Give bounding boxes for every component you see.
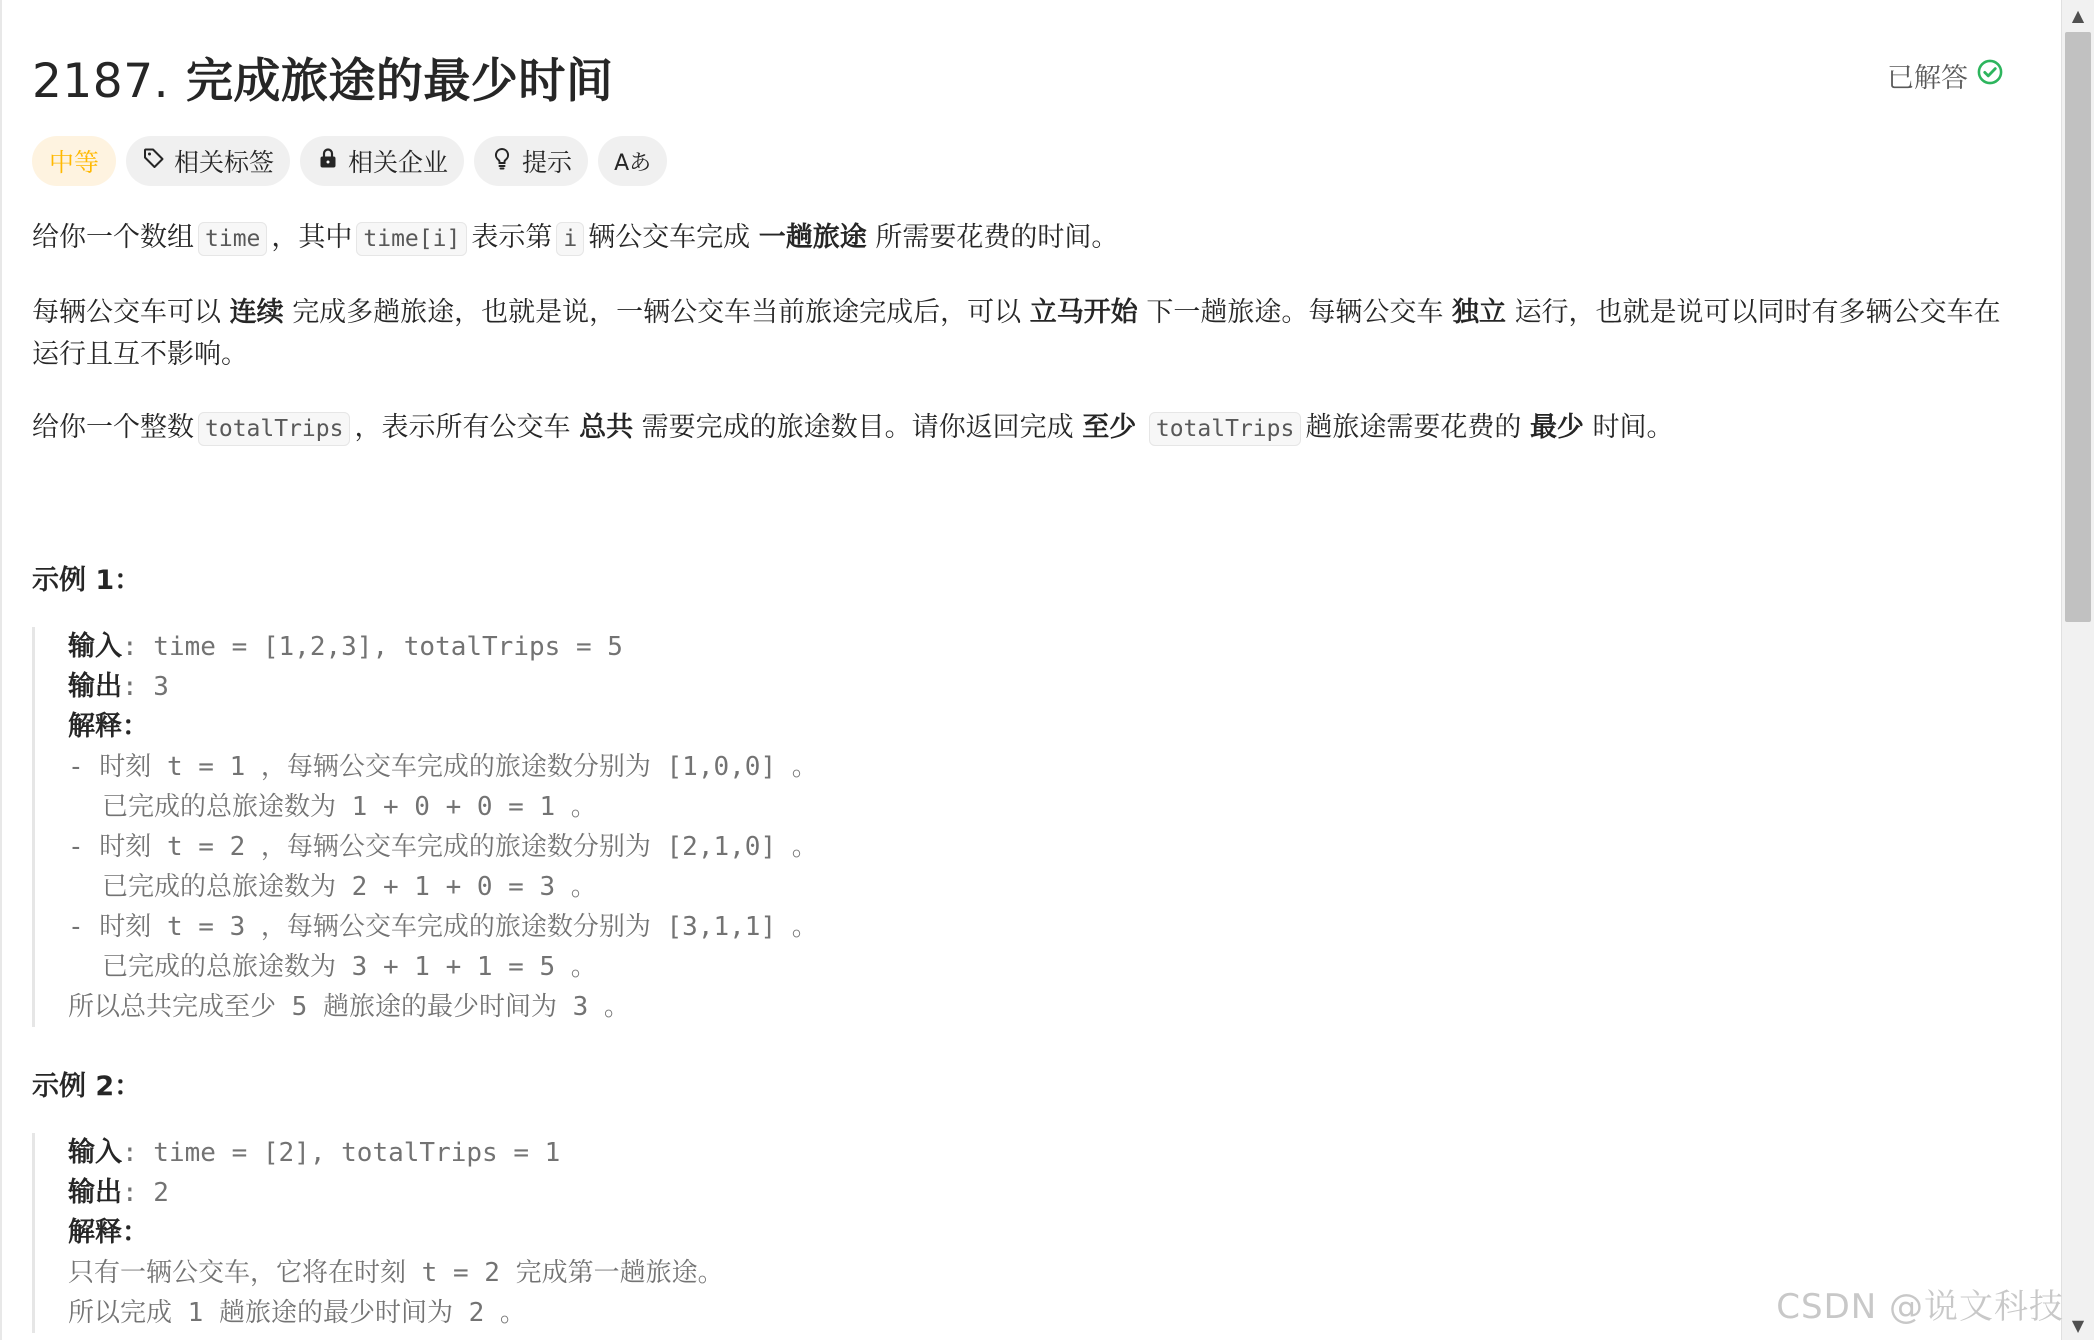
text: 每辆公交车可以 [32,297,221,328]
input-value: : time = [1,2,3], totalTrips = 5 [122,632,623,662]
example-1-title: 示例 1： [32,565,142,596]
bold-text: 独立 [1451,297,1506,328]
explain-text: 只有一辆公交车，它将在时刻 t = 2 完成第一趟旅途。 [68,1258,724,1288]
bold-text: 总共 [579,412,634,443]
explain-text: 已完成的总旅途数为 1 + 0 + 0 = 1 。 [102,792,597,822]
text: 运行，也就是说可以同时有多辆公交车在运行且互不影响。 [32,297,2001,370]
description-paragraph-1 [32,217,2022,260]
scroll-thumb[interactable] [2065,32,2091,622]
example-2-title: 示例 2： [32,1071,142,1102]
example-1-block [32,627,1968,1027]
related-companies-label: 相关企业 [348,148,449,177]
bold-text: 连续 [229,297,284,328]
explain-text: - 时刻 t = 3 ，每辆公交车完成的旅途数分别为 [3,1,1] 。 [68,912,818,942]
input-label: 输入 [68,631,122,662]
solved-label: 已解答 [1887,63,1968,94]
bold-text: 最少 [1529,412,1584,443]
related-tags-button[interactable] [126,136,290,186]
text: ，其中 [271,222,353,253]
solved-status [1887,56,2004,95]
example-explain-line [68,707,1968,747]
text: 给你一个数组 [32,222,194,253]
output-label: 输出 [68,671,122,702]
text: 需要完成的旅途数目。请你返回完成 [641,412,1074,443]
translate-icon: Aあ [614,150,652,176]
example-output-line [68,1173,1968,1213]
text: 给你一个整数 [32,412,194,443]
lock-icon [316,146,340,176]
output-label: 输出 [68,1177,122,1208]
text: 表示第 [471,222,553,253]
vertical-scrollbar[interactable] [2061,0,2094,1340]
scroll-down-arrow-icon[interactable]: ▼ [2071,1315,2085,1335]
description-paragraph-3 [32,407,2022,450]
inline-code: i [556,222,584,256]
tag-bar [32,136,667,186]
related-companies-button[interactable] [300,136,464,186]
example-output-line [68,667,1968,707]
output-value: : 3 [122,672,169,702]
translate-button[interactable] [598,136,667,186]
inline-code: totalTrips [1149,412,1301,446]
inline-code: totalTrips [198,412,350,446]
explain-text: - 时刻 t = 1 ，每辆公交车完成的旅途数分别为 [1,0,0] 。 [68,752,818,782]
explain-text: 所以完成 1 趟旅途的最少时间为 2 。 [68,1298,526,1328]
description-paragraph-2 [32,292,2022,376]
explain-label: 解释： [68,1217,149,1248]
tag-icon [142,146,166,176]
bold-text: 一趟旅途 [758,222,867,253]
explain-text: 已完成的总旅途数为 3 + 1 + 1 = 5 。 [102,952,597,982]
scroll-up-arrow-icon[interactable]: ▲ [2071,5,2085,25]
text: 下一趟旅途。每辆公交车 [1146,297,1444,328]
explain-text: 已完成的总旅途数为 2 + 1 + 0 = 3 。 [102,872,597,902]
problem-title: 完成旅途的最少时间 [185,54,614,109]
difficulty-badge [32,136,116,186]
output-value: : 2 [122,1178,169,1208]
inline-code: time [198,222,267,256]
bold-text: 至少 [1082,412,1137,443]
text: 完成多趟旅途，也就是说，一辆公交车当前旅途完成后，可以 [292,297,1022,328]
input-label: 输入 [68,1137,122,1168]
left-border [0,0,2,1340]
page-title[interactable] [32,44,613,111]
text: ，表示所有公交车 [354,412,571,443]
hint-label: 提示 [522,148,573,177]
example-explain-line [68,1213,1968,1253]
lightbulb-icon [490,146,514,176]
text: 所需要花费的时间。 [875,222,1119,253]
explain-label: 解释： [68,711,149,742]
inline-code: time[i] [356,222,467,256]
example-input-line [68,1133,1968,1173]
difficulty-label: 中等 [49,148,100,177]
hint-button[interactable] [474,136,588,186]
watermark: CSDN @说文科技 [1776,1287,2064,1327]
problem-number: 2187. [32,54,170,109]
example-input-line [68,627,1968,667]
text: 趟旅途需要花费的 [1305,412,1522,443]
bold-text: 立马开始 [1029,297,1138,328]
text: 辆公交车完成 [588,222,751,253]
text: 时间。 [1592,412,1674,443]
input-value: : time = [2], totalTrips = 1 [122,1138,561,1168]
related-tags-label: 相关标签 [174,148,275,177]
example-2-block [32,1133,1968,1333]
explain-text: - 时刻 t = 2 ，每辆公交车完成的旅途数分别为 [2,1,0] 。 [68,832,818,862]
check-circle-icon [1976,58,2004,93]
explain-text: 所以总共完成至少 5 趟旅途的最少时间为 3 。 [68,992,630,1022]
